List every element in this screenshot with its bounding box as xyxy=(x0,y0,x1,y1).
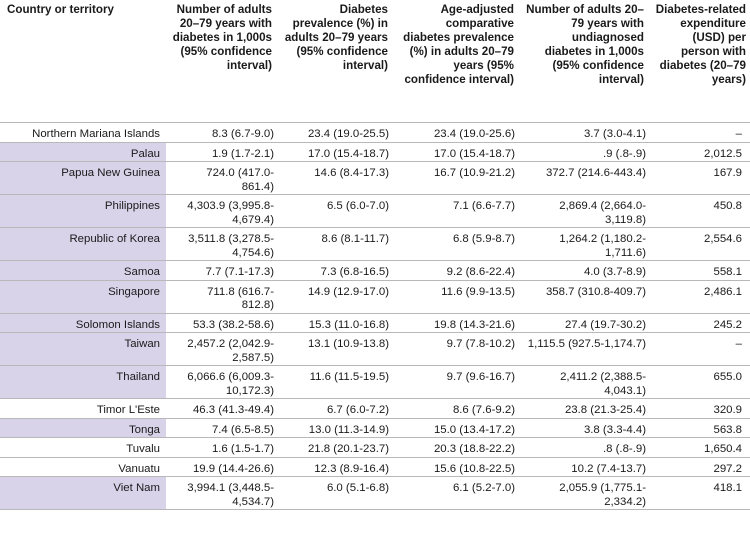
table-row xyxy=(0,477,750,510)
undiagnosed-cell: 2,869.4 (2,664.0-3,119.8) xyxy=(518,195,648,228)
expenditure-cell: 655.0 xyxy=(648,366,750,399)
undiagnosed-cell: 3.8 (3.3-4.4) xyxy=(518,418,648,438)
age-adjusted-prevalence-cell: 23.4 (19.0-25.6) xyxy=(392,123,518,143)
expenditure-cell: 167.9 xyxy=(648,162,750,195)
prevalence-cell: 6.7 (6.0-7.2) xyxy=(276,399,392,419)
prevalence-cell: 13.0 (11.3-14.9) xyxy=(276,418,392,438)
prevalence-cell: 14.6 (8.4-17.3) xyxy=(276,162,392,195)
table-row xyxy=(0,162,750,195)
table-row xyxy=(0,261,750,281)
adults-with-diabetes-cell: 6,066.6 (6,009.3-10,172.3) xyxy=(166,366,276,399)
undiagnosed-cell: 1,115.5 (927.5-1,174.7) xyxy=(518,333,648,366)
expenditure-cell: 2,486.1 xyxy=(648,280,750,313)
adults-with-diabetes-cell: 7.7 (7.1-17.3) xyxy=(166,261,276,281)
age-adjusted-prevalence-cell: 9.7 (7.8-10.2) xyxy=(392,333,518,366)
header-adults-with-diabetes: Number of adults 20–79 years with diabetes in 1,000s (95% confidence interval) xyxy=(172,3,272,72)
country-cell: Taiwan xyxy=(0,333,166,366)
adults-with-diabetes-cell: 46.3 (41.3-49.4) xyxy=(166,399,276,419)
age-adjusted-prevalence-cell: 9.7 (9.6-16.7) xyxy=(392,366,518,399)
undiagnosed-cell: 10.2 (7.4-13.7) xyxy=(518,457,648,477)
prevalence-cell: 13.1 (10.9-13.8) xyxy=(276,333,392,366)
adults-with-diabetes-cell: 724.0 (417.0-861.4) xyxy=(166,162,276,195)
undiagnosed-cell: 1,264.2 (1,180.2-1,711.6) xyxy=(518,228,648,261)
expenditure-cell: 245.2 xyxy=(648,313,750,333)
expenditure-cell: – xyxy=(648,333,750,366)
country-cell: Timor L'Este xyxy=(0,399,166,419)
country-cell: Solomon Islands xyxy=(0,313,166,333)
prevalence-cell: 6.5 (6.0-7.0) xyxy=(276,195,392,228)
country-cell: Tuvalu xyxy=(0,438,166,458)
undiagnosed-cell: .8 (.8-.9) xyxy=(518,438,648,458)
prevalence-cell: 15.3 (11.0-16.8) xyxy=(276,313,392,333)
table-row xyxy=(0,228,750,261)
undiagnosed-cell: 27.4 (19.7-30.2) xyxy=(518,313,648,333)
country-cell: Singapore xyxy=(0,280,166,313)
age-adjusted-prevalence-cell: 19.8 (14.3-21.6) xyxy=(392,313,518,333)
undiagnosed-cell: 2,055.9 (1,775.1-2,334.2) xyxy=(518,477,648,510)
adults-with-diabetes-cell: 711.8 (616.7-812.8) xyxy=(166,280,276,313)
age-adjusted-prevalence-cell: 8.6 (7.6-9.2) xyxy=(392,399,518,419)
table-row xyxy=(0,418,750,438)
adults-with-diabetes-cell: 8.3 (6.7-9.0) xyxy=(166,123,276,143)
undiagnosed-cell: .9 (.8-.9) xyxy=(518,142,648,162)
table-row xyxy=(0,438,750,458)
header-undiagnosed: Number of adults 20–79 years with undiagnosed diabetes in 1,000s (95% confidence interval) xyxy=(526,3,644,86)
table-row xyxy=(0,333,750,366)
expenditure-cell: 418.1 xyxy=(648,477,750,510)
expenditure-cell: – xyxy=(648,123,750,143)
adults-with-diabetes-cell: 4,303.9 (3,995.8-4,679.4) xyxy=(166,195,276,228)
adults-with-diabetes-cell: 7.4 (6.5-8.5) xyxy=(166,418,276,438)
expenditure-cell: 1,650.4 xyxy=(648,438,750,458)
prevalence-cell: 7.3 (6.8-16.5) xyxy=(276,261,392,281)
age-adjusted-prevalence-cell: 16.7 (10.9-21.2) xyxy=(392,162,518,195)
header-row xyxy=(0,0,750,123)
undiagnosed-cell: 3.7 (3.0-4.1) xyxy=(518,123,648,143)
age-adjusted-prevalence-cell: 6.1 (5.2-7.0) xyxy=(392,477,518,510)
undiagnosed-cell: 358.7 (310.8-409.7) xyxy=(518,280,648,313)
prevalence-cell: 14.9 (12.9-17.0) xyxy=(276,280,392,313)
prevalence-cell: 12.3 (8.9-16.4) xyxy=(276,457,392,477)
prevalence-cell: 17.0 (15.4-18.7) xyxy=(276,142,392,162)
expenditure-cell: 2,012.5 xyxy=(648,142,750,162)
table-body xyxy=(0,123,750,510)
country-cell: Tonga xyxy=(0,418,166,438)
table-row xyxy=(0,399,750,419)
age-adjusted-prevalence-cell: 11.6 (9.9-13.5) xyxy=(392,280,518,313)
table-row xyxy=(0,123,750,143)
header-prevalence: Diabetes prevalence (%) in adults 20–79 years (95% confidence interval) xyxy=(284,3,388,72)
expenditure-cell: 558.1 xyxy=(648,261,750,281)
adults-with-diabetes-cell: 2,457.2 (2,042.9-2,587.5) xyxy=(166,333,276,366)
expenditure-cell: 297.2 xyxy=(648,457,750,477)
country-cell: Thailand xyxy=(0,366,166,399)
prevalence-cell: 6.0 (5.1-6.8) xyxy=(276,477,392,510)
country-cell: Samoa xyxy=(0,261,166,281)
country-cell: Northern Mariana Islands xyxy=(0,123,166,143)
adults-with-diabetes-cell: 19.9 (14.4-26.6) xyxy=(166,457,276,477)
adults-with-diabetes-cell: 53.3 (38.2-58.6) xyxy=(166,313,276,333)
age-adjusted-prevalence-cell: 20.3 (18.8-22.2) xyxy=(392,438,518,458)
adults-with-diabetes-cell: 1.6 (1.5-1.7) xyxy=(166,438,276,458)
undiagnosed-cell: 2,411.2 (2,388.5-4,043.1) xyxy=(518,366,648,399)
expenditure-cell: 450.8 xyxy=(648,195,750,228)
table-row xyxy=(0,313,750,333)
prevalence-cell: 23.4 (19.0-25.5) xyxy=(276,123,392,143)
country-cell: Philippines xyxy=(0,195,166,228)
country-cell: Papua New Guinea xyxy=(0,162,166,195)
undiagnosed-cell: 4.0 (3.7-8.9) xyxy=(518,261,648,281)
undiagnosed-cell: 372.7 (214.6-443.4) xyxy=(518,162,648,195)
age-adjusted-prevalence-cell: 6.8 (5.9-8.7) xyxy=(392,228,518,261)
country-cell: Viet Nam xyxy=(0,477,166,510)
table-row xyxy=(0,366,750,399)
country-cell: Republic of Korea xyxy=(0,228,166,261)
prevalence-cell: 21.8 (20.1-23.7) xyxy=(276,438,392,458)
table-row xyxy=(0,280,750,313)
age-adjusted-prevalence-cell: 17.0 (15.4-18.7) xyxy=(392,142,518,162)
expenditure-cell: 563.8 xyxy=(648,418,750,438)
adults-with-diabetes-cell: 1.9 (1.7-2.1) xyxy=(166,142,276,162)
age-adjusted-prevalence-cell: 15.6 (10.8-22.5) xyxy=(392,457,518,477)
prevalence-cell: 8.6 (8.1-11.7) xyxy=(276,228,392,261)
age-adjusted-prevalence-cell: 9.2 (8.6-22.4) xyxy=(392,261,518,281)
age-adjusted-prevalence-cell: 7.1 (6.6-7.7) xyxy=(392,195,518,228)
table-header xyxy=(0,0,750,123)
header-age-adjusted-prevalence: Age-adjusted comparative diabetes prevalence (%) in adults 20–79 years (95% confidence interval) xyxy=(403,3,514,86)
expenditure-cell: 2,554.6 xyxy=(648,228,750,261)
table-row xyxy=(0,457,750,477)
expenditure-cell: 320.9 xyxy=(648,399,750,419)
prevalence-cell: 11.6 (11.5-19.5) xyxy=(276,366,392,399)
adults-with-diabetes-cell: 3,994.1 (3,448.5-4,534.7) xyxy=(166,477,276,510)
table-row xyxy=(0,142,750,162)
header-country: Country or territory xyxy=(7,3,114,16)
header-expenditure: Diabetes-related expenditure (USD) per person with diabetes (20–79 years) xyxy=(655,3,746,86)
table-row xyxy=(0,195,750,228)
country-cell: Palau xyxy=(0,142,166,162)
country-cell: Vanuatu xyxy=(0,457,166,477)
age-adjusted-prevalence-cell: 15.0 (13.4-17.2) xyxy=(392,418,518,438)
adults-with-diabetes-cell: 3,511.8 (3,278.5-4,754.6) xyxy=(166,228,276,261)
undiagnosed-cell: 23.8 (21.3-25.4) xyxy=(518,399,648,419)
